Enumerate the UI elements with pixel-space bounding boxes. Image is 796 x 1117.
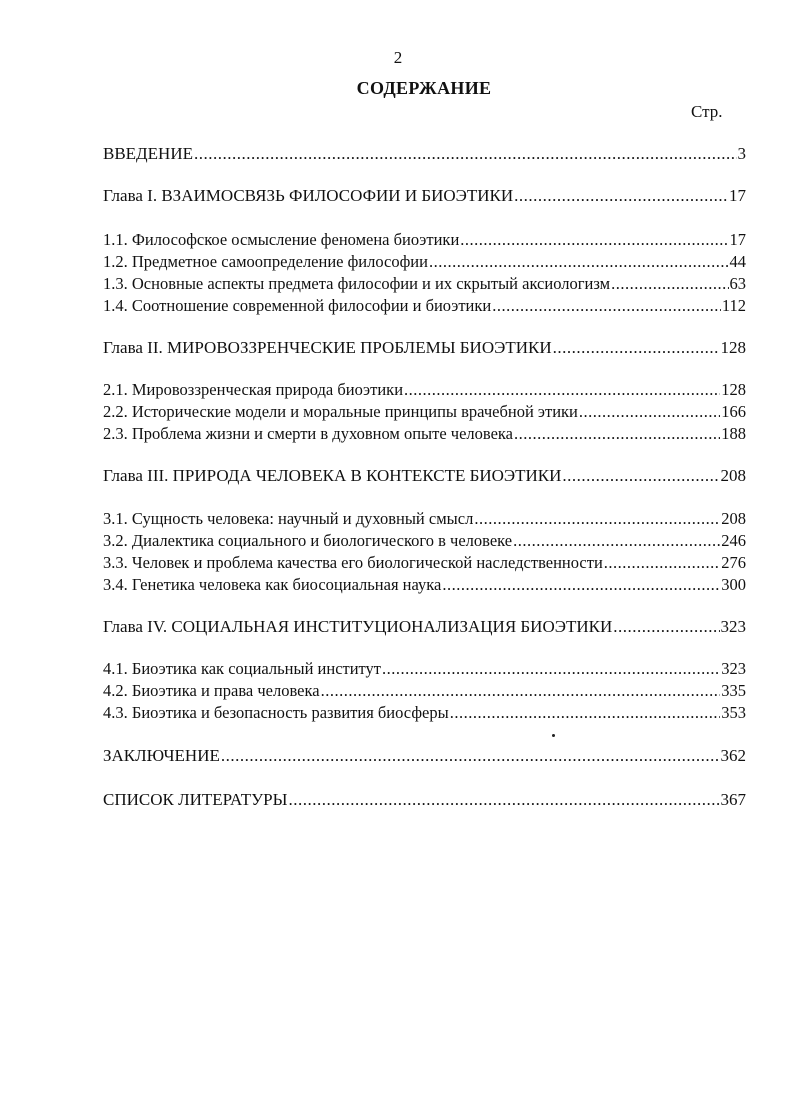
toc-entry-3-4	[103, 575, 746, 597]
page-column-label: Стр.	[691, 102, 723, 121]
toc-entry-2-3	[103, 424, 746, 446]
leader-dots	[514, 424, 720, 444]
leader-dots	[221, 746, 720, 766]
toc-entry-3-2	[103, 531, 746, 553]
toc-entry-page: 335	[721, 681, 746, 700]
toc-entry-page: 353	[721, 703, 746, 722]
toc-entry-label: 3.1. Сущность человека: научный и духовный смысл	[103, 509, 474, 528]
toc-entry-1-2	[103, 252, 746, 274]
toc-entry-page: 246	[721, 531, 746, 550]
toc-entry-page: 367	[720, 790, 746, 809]
toc-entry-page: 128	[721, 380, 746, 399]
toc-entry-label: 1.4. Соотношение современной философии и биоэтики	[103, 296, 492, 315]
leader-dots	[321, 681, 721, 701]
toc-entry-3-1	[103, 509, 746, 531]
leader-dots	[579, 402, 720, 422]
toc-entry-label: СПИСОК ЛИТЕРАТУРЫ	[103, 790, 288, 809]
toc-entry-page: 188	[721, 424, 746, 443]
toc-entry-chapter-1	[103, 186, 746, 208]
leader-dots	[611, 274, 728, 294]
toc-entry-label: Глава III. ПРИРОДА ЧЕЛОВЕКА В КОНТЕКСТЕ БИОЭТИКИ	[103, 466, 562, 485]
toc-entry-label: 3.2. Диалектика социального и биологического в человеке	[103, 531, 513, 550]
toc-entry-label: ЗАКЛЮЧЕНИЕ	[103, 746, 220, 765]
toc-entry-label: 4.1. Биоэтика как социальный институт	[103, 659, 382, 678]
toc-entry-page: 323	[721, 659, 746, 678]
leader-dots	[474, 509, 720, 529]
toc-entry-label: 3.3. Человек и проблема качества его биологической наследственности	[103, 553, 603, 572]
leader-dots	[613, 617, 719, 637]
toc-entry-conclusion	[103, 746, 746, 768]
toc-entry-label: Глава IV. СОЦИАЛЬНАЯ ИНСТИТУЦИОНАЛИЗАЦИЯ БИОЭТИКИ	[103, 617, 613, 636]
toc-entry-page: 323	[720, 617, 746, 636]
toc-entry-1-3	[103, 274, 746, 296]
scan-speck	[552, 734, 555, 737]
toc-entry-chapter-4	[103, 617, 746, 639]
toc-entry-page: 276	[721, 553, 746, 572]
toc-entry-page: 128	[720, 338, 746, 357]
toc-entry-1-4	[103, 296, 746, 318]
toc-entry-page: 166	[721, 402, 746, 421]
toc-entry-page: 208	[721, 509, 746, 528]
toc-entry-page: 17	[729, 230, 746, 249]
toc-entry-label: 1.3. Основные аспекты предмета философии и их скрытый аксиологизм	[103, 274, 611, 293]
toc-entry-4-1	[103, 659, 746, 681]
toc-entry-page: 112	[721, 296, 746, 315]
toc-entry-label: 1.2. Предметное самоопределение философии	[103, 252, 428, 271]
toc-entry-label: 3.4. Генетика человека как биосоциальная наука	[103, 575, 442, 594]
leader-dots	[460, 230, 728, 250]
toc-entry-page: 44	[729, 252, 746, 271]
toc-entry-2-2	[103, 402, 746, 424]
toc-entry-page: 3	[737, 144, 746, 163]
leader-dots	[492, 296, 721, 316]
toc-entry-2-1	[103, 380, 746, 402]
toc-entry-4-3	[103, 703, 746, 725]
page-number: 2	[393, 48, 403, 67]
toc-entry-introduction	[103, 144, 746, 166]
toc-entry-label: 2.3. Проблема жизни и смерти в духовном опыте человека	[103, 424, 513, 443]
toc-entry-label: Глава II. МИРОВОЗЗРЕНЧЕСКИЕ ПРОБЛЕМЫ БИОЭТИКИ	[103, 338, 552, 357]
leader-dots	[288, 790, 719, 810]
leader-dots	[429, 252, 729, 272]
toc-entry-label: 2.2. Исторические модели и моральные принципы врачебной этики	[103, 402, 578, 421]
toc-entry-label: Глава I. ВЗАИМОСВЯЗЬ ФИЛОСОФИИ И БИОЭТИКИ	[103, 186, 514, 205]
toc-entry-4-2	[103, 681, 746, 703]
toc-entry-page: 300	[721, 575, 746, 594]
leader-dots	[514, 186, 728, 206]
leader-dots	[604, 553, 720, 573]
leader-dots	[382, 659, 720, 679]
toc-entry-label: ВВЕДЕНИЕ	[103, 144, 193, 163]
leader-dots	[194, 144, 737, 164]
leader-dots	[553, 338, 720, 358]
toc-entry-label: 2.1. Мировоззренческая природа биоэтики	[103, 380, 404, 399]
leader-dots	[404, 380, 720, 400]
toc-entry-page: 17	[729, 186, 746, 205]
toc-entry-page: 208	[720, 466, 746, 485]
leader-dots	[562, 466, 719, 486]
toc-entry-3-3	[103, 553, 746, 575]
toc-entry-label: 4.2. Биоэтика и права человека	[103, 681, 320, 700]
toc-entry-page: 63	[729, 274, 746, 293]
toc-entry-chapter-2	[103, 338, 746, 360]
leader-dots	[450, 703, 721, 723]
toc-entry-references	[103, 790, 746, 812]
page-title: СОДЕРЖАНИЕ	[356, 78, 492, 98]
leader-dots	[513, 531, 720, 551]
toc-entry-page: 362	[720, 746, 746, 765]
toc-entry-label: 4.3. Биоэтика и безопасность развития биосферы	[103, 703, 449, 722]
toc-entry-chapter-3	[103, 466, 746, 488]
toc-entry-label: 1.1. Философское осмысление феномена биоэтики	[103, 230, 460, 249]
toc-entry-1-1	[103, 230, 746, 252]
leader-dots	[442, 575, 720, 595]
